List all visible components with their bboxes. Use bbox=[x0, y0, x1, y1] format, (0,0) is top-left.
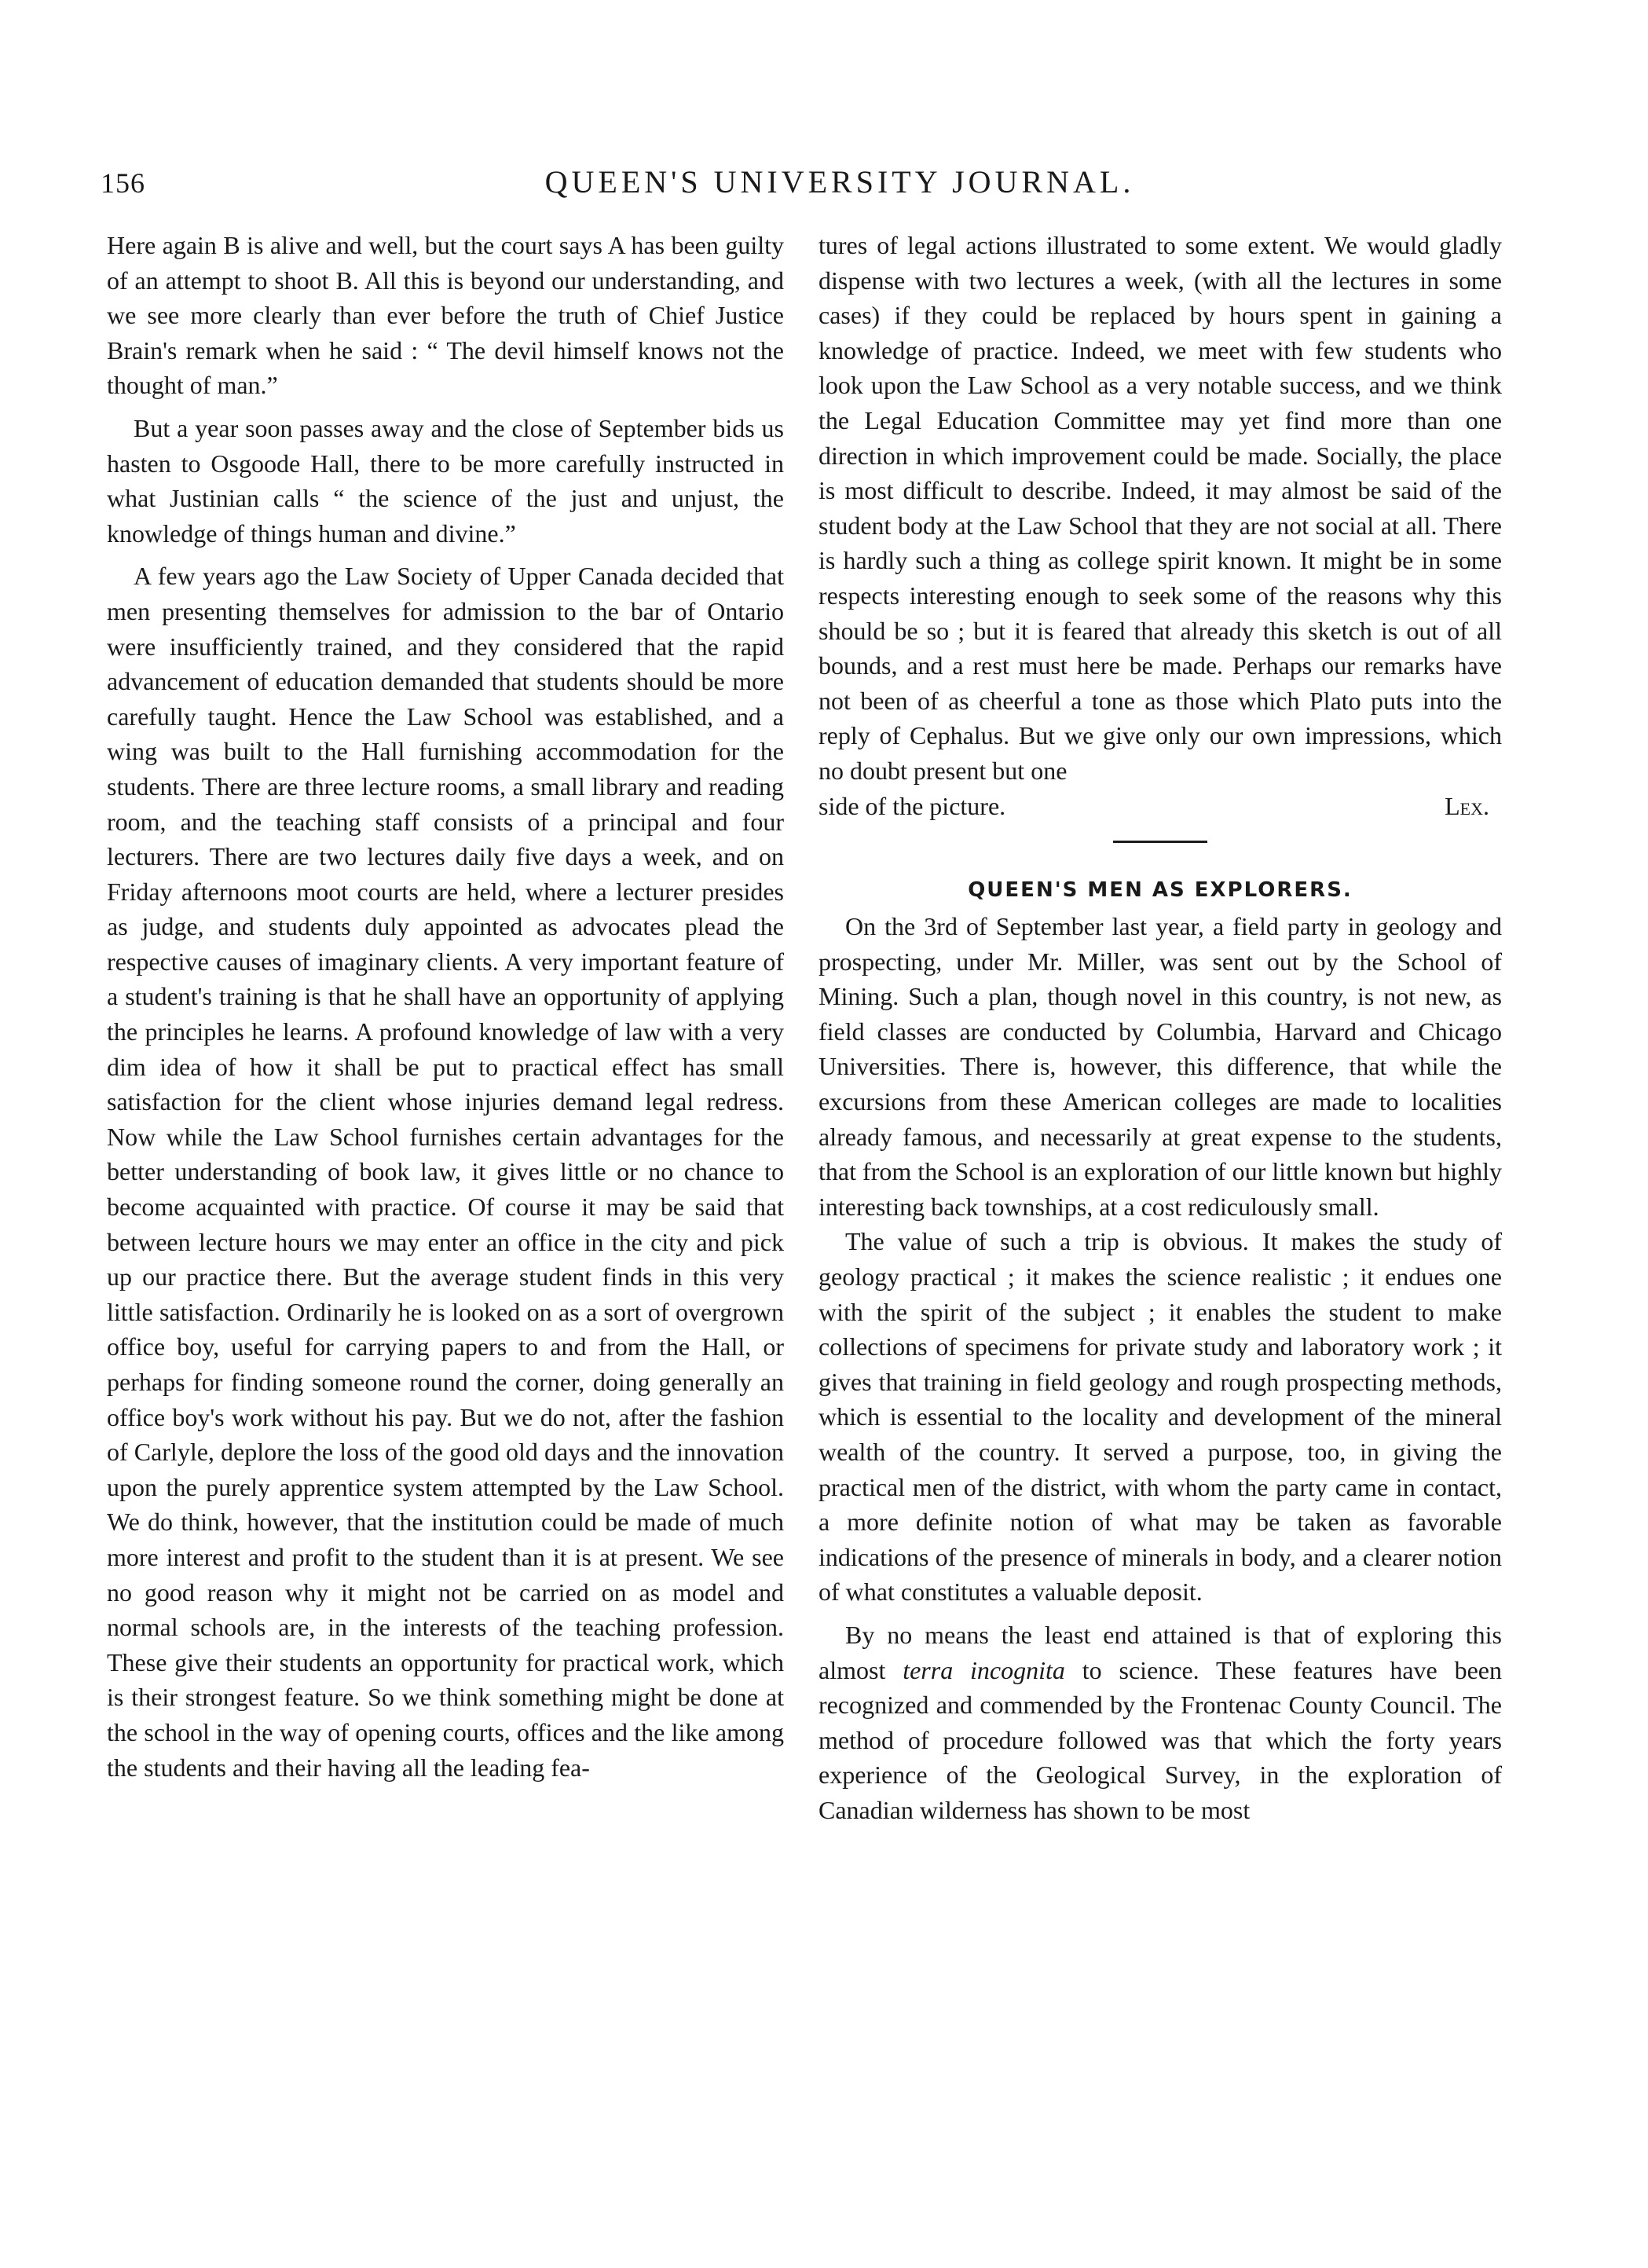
left-paragraph-3: A few years ago the Law Society of Upper Canada decided that men presenting themselves for admission to the bar of Ontario were insufficiently trained, and they considered that the rapid advancement of education demanded that students should be more carefully taught. Hence the Law School was established, and a wing was built to the Hall furnishing accommodation for the students. There are three lecture rooms, a small library and reading room, and the teaching staff consists of a principal and four lecturers. There are two lectures daily five days a week, and on Friday afternoons moot courts are held, where a lecturer presides as judge, and students duly appointed as advocates plead the respective causes of imaginary clients. A very important feature of a student's training is that he shall have an opportunity of applying the principles he learns. A profound knowledge of law with a very dim idea of how it shall be put to practical effect has small satisfaction for the client whose injuries demand legal redress. Now while the Law School furnishes certain advantages for the better understanding of book law, it gives little or no chance to become acquainted with practice. Of course it may be said that between lecture hours we may enter an office in the city and pick up our practice there. But the average student finds in this very little satisfaction. Ordinarily he is looked on as a sort of overgrown office boy, useful for carrying papers to and from the Hall, or perhaps for finding someone round the corner, doing generally an office boy's work without his pay. But we do not, after the fashion of Carlyle, deplore the loss of the good old days and the innovation upon the purely apprentice system attempted by the Law School. We do think, however, that the institution could be made of much more interest and profit to the student than it is at present. We see no good reason why it might not be carried on as model and normal schools are, in the interests of the teaching profession. These give their students an opportunity for practical work, which is their strongest feature. So we think something might be done at the school in the way of opening courts, offices and the like among the students and their having all the leading fea- bbox=[107, 562, 784, 1782]
section-heading: QUEEN'S MEN AS EXPLORERS. bbox=[968, 878, 1353, 903]
left-column bbox=[107, 228, 784, 1785]
signature-line bbox=[819, 789, 1502, 824]
right-paragraph-4-start: By no means the least end attained is that of exploring this almost bbox=[819, 1620, 1502, 1684]
right-paragraph-4-end: to science. These features have been recognized and commended by the Frontenac County Council. The method of procedure followed was that which the forty years experience of the Geological Survey, in the exploration of Canadian wilderness has shown to be most bbox=[819, 1655, 1503, 1824]
running-title: QUEEN'S UNIVERSITY JOURNAL. bbox=[544, 164, 1135, 200]
author-signature: Lex. bbox=[1445, 791, 1489, 820]
right-paragraph-1: tures of legal actions illustrated to some extent. We would gladly dispense with two lectures a week, (with all the lectures in some cases) if they could be replaced by hours spent in gaining a knowledge of practice. Indeed, we meet with few students who look upon the Law School as a very notable success, and we think the Legal Education Committee may yet find more than one direction in which improvement could be made. Socially, the place is most difficult to describe. Indeed, it may almost be said of the student body at the Law School that they are not social at all. There is hardly such a thing as college spirit known. It might be in some respects interesting enough to seek some of the reasons why this should be so ; but it is feared that already this sketch is out of all bounds, and a rest must here be made. Perhaps our remarks have not been of as cheerful a tone as those which Plato puts into the reply of Cephalus. But we give only our own impressions, which no doubt present but one bbox=[819, 231, 1502, 785]
italic-phrase: terra incognita bbox=[903, 1655, 1065, 1684]
right-paragraph-1-end: side of the picture. bbox=[819, 791, 1006, 820]
left-paragraph-2: But a year soon passes away and the close of September bids us hasten to Osgoode Hall, there to be more carefully instructed in what Justinian calls “ the science of the just and unjust, the knowledge of things human and divine.” bbox=[107, 413, 784, 548]
right-paragraph-3: The value of such a trip is obvious. It makes the study of geology practical ; it makes the science realistic ; it endues one with the spirit of the subject ; it enables the student to make collections of specimens for private study and laboratory work ; it gives that training in field geology and rough prospecting methods, which is essential to the locality and development of the mineral wealth of the country. It served a purpose, too, in giving the practical men of the district, with whom the party came in contact, a more definite notion of what may be taken as favorable indications of the presence of minerals in body, and a clearer notion of what constitutes a valuable deposit. bbox=[819, 1227, 1502, 1607]
right-paragraph-4 bbox=[819, 1618, 1502, 1828]
right-column bbox=[819, 228, 1502, 1828]
right-paragraph-2: On the 3rd of September last year, a field party in geology and prospecting, under Mr. Miller, was sent out by the School of Mining. Such a plan, though novel in this country, is not new, as field classes are conducted by Columbia, Harvard and Chicago Universities. There is, however, this difference, that while the excursions from these American colleges are made to localities already famous, and necessarily at great expense to the students, that from the School is an exploration of our little known but highly interesting back townships, at a cost rediculously small. bbox=[819, 912, 1502, 1221]
left-paragraph-1: Here again B is alive and well, but the court says A has been guilty of an attempt to shoot B. All this is beyond our understanding, and we see more clearly than ever before the truth of Chief Justice Brain's remark when he said : “ The devil himself knows not the thought of man.” bbox=[107, 231, 784, 400]
page-number: 156 bbox=[101, 167, 145, 199]
section-divider bbox=[1113, 841, 1207, 843]
